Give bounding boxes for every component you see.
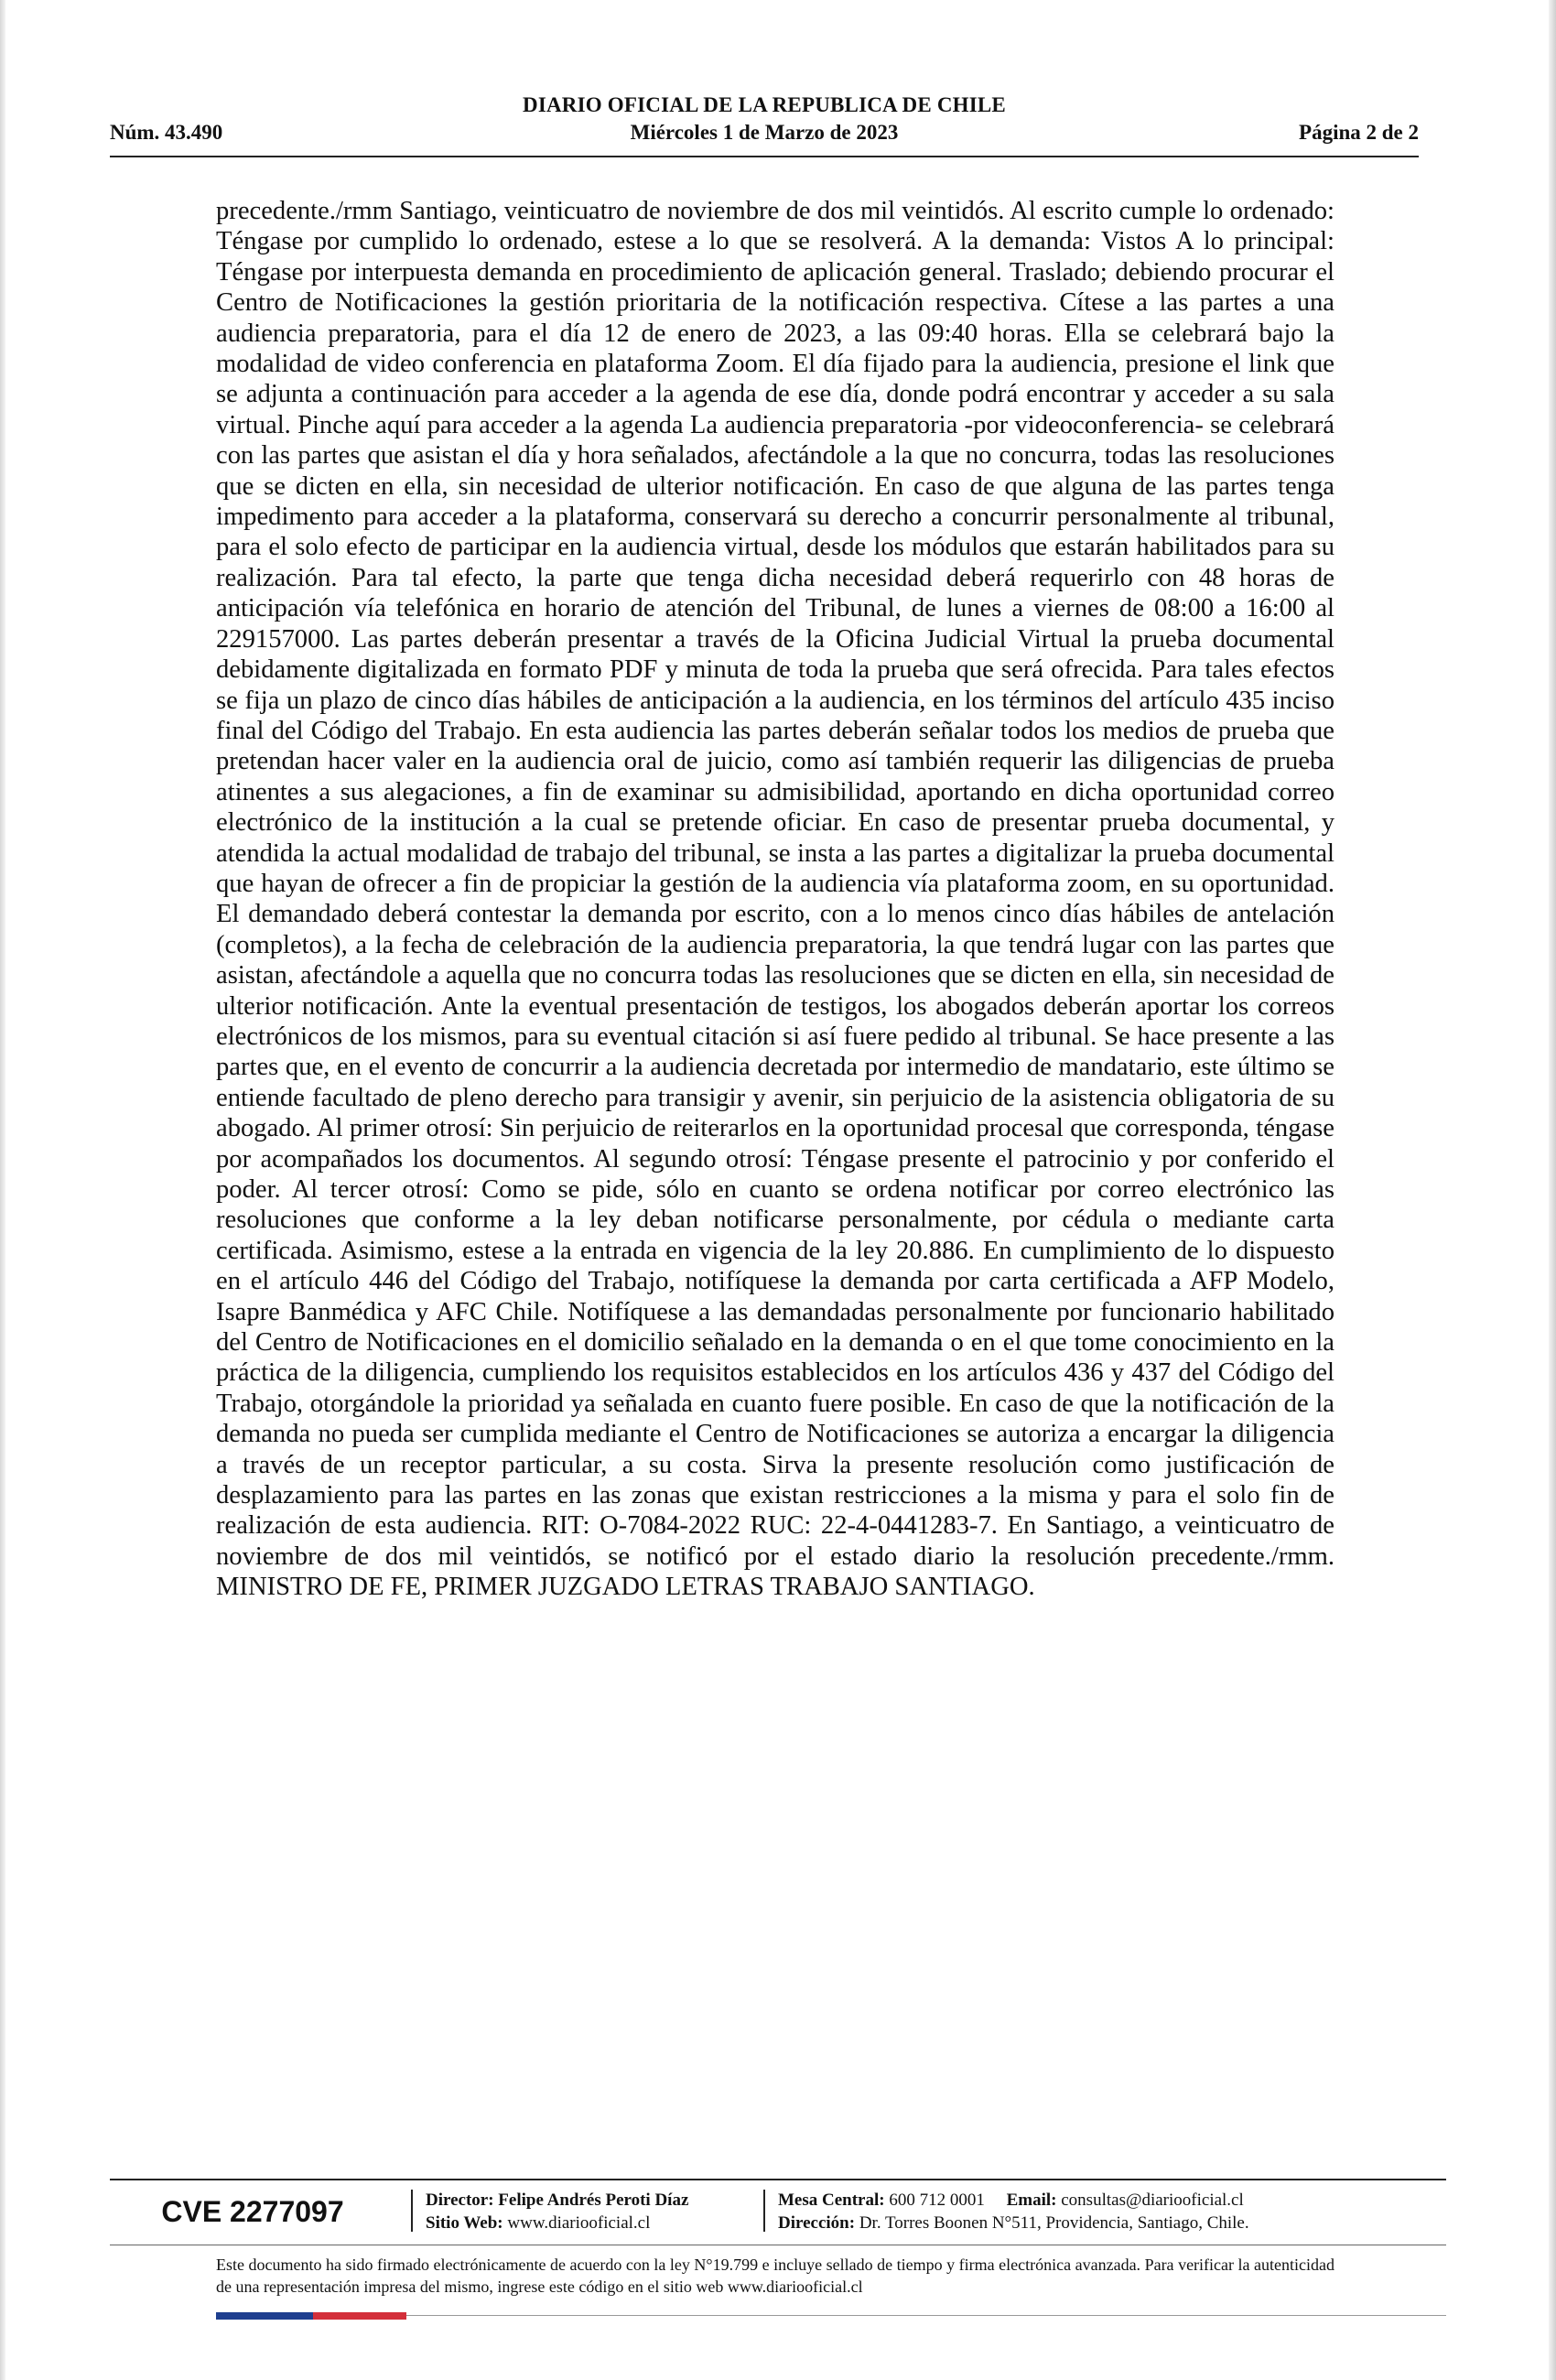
mesa-phone: 600 712 0001 xyxy=(889,2191,985,2210)
cve-code: CVE 2277097 xyxy=(161,2194,344,2228)
flag-stripe-blue xyxy=(216,2312,313,2320)
flag-stripe-red xyxy=(313,2312,406,2320)
footer-separator xyxy=(411,2190,413,2232)
footer-separator xyxy=(763,2190,765,2232)
contact-line xyxy=(778,2189,1249,2212)
address-value: Dr. Torres Boonen N°511, Providencia, Santiago, Chile. xyxy=(859,2213,1249,2233)
email-label: Email: xyxy=(1006,2191,1057,2210)
issue-date: Miércoles 1 de Marzo de 2023 xyxy=(630,121,899,144)
director-name: Felipe Andrés Peroti Díaz xyxy=(498,2191,689,2210)
director-label: Director: xyxy=(426,2191,494,2210)
header-divider xyxy=(110,156,1419,157)
address-label: Dirección: xyxy=(778,2213,856,2233)
footer-contact-block xyxy=(778,2189,1249,2234)
email-address[interactable]: consultas@diariooficial.cl xyxy=(1061,2191,1244,2210)
footer-director-block xyxy=(426,2189,688,2234)
newspaper-title: DIARIO OFICIAL DE LA REPUBLICA DE CHILE xyxy=(523,93,1006,116)
director-line xyxy=(426,2189,688,2212)
document-body: precedente./rmm Santiago, veinticuatro de noviembre de dos mil veintidós. Al escrito cumple lo ordenado: Téngase por cumplido lo ordenado, estese a lo que se resolverá. A la demanda: Vistos A lo principal: Téngase por interpuesta demanda en procedimiento de aplicación general. Traslado; debiendo procurar el Centro de Notificaciones la gestión prioritaria de la notificación respectiva. Cítese a las partes a una audiencia preparatoria, para el día 12 de enero de 2023, a las 09:40 horas. Ella se celebrará bajo la modalidad de video conferencia en plataforma Zoom. El día fijado para la audiencia, presione el link que se adjunta a continuación para acceder a la agenda de ese día, donde podrá encontrar y acceder a su sala virtual. Pinche aquí para acceder a la agenda La audiencia preparatoria -por videoconferencia- se celebrará con las partes que asistan el día y hora señalados, afectándole a la que no concurra, todas las resoluciones que se dicten en ella, sin necesidad de ulterior notificación. En caso de que alguna de las partes tenga impedimento para acceder a la plataforma, conservará su derecho a concurrir personalmente al tribunal, para el solo efecto de participar en la audiencia virtual, desde los módulos que estarán habilitados para su realización. Para tal efecto, la parte que tenga dicha necesidad deberá requerirlo con 48 horas de anticipación vía telefónica en horario de atención del Tribunal, de lunes a viernes de 08:00 a 16:00 al 229157000. Las partes deberán presentar a través de la Oficina Judicial Virtual la prueba documental debidamente digitalizada en formato PDF y minuta de toda la prueba que será ofrecida. Para tales efectos se fija un plazo de cinco días hábiles de anticipación a la audiencia, en los términos del artículo 435 inciso final del Código del Trabajo. En esta audiencia las partes deberán señalar todos los medios de prueba que pretendan hacer valer en la audiencia oral de juicio, como así también requerir las diligencias de prueba atinentes a sus alegaciones, a fin de examinar su admisibilidad, aportando en dicha oportunidad correo electrónico de la institución a la cual se pretende oficiar. En caso de presentar prueba documental, y atendida la actual modalidad de trabajo del tribunal, se insta a las partes a digitalizar la prueba documental que hayan de ofrecer a fin de propiciar la gestión de la audiencia vía plataforma zoom, en su oportunidad. El demandado deberá contestar la demanda por escrito, con a lo menos cinco días hábiles de antelación (completos), a la fecha de celebración de la audiencia preparatoria, la que tendrá lugar con las partes que asistan, afectándole a aquella que no concurra todas las resoluciones que se dicten en ella, sin necesidad de ulterior notificación. Ante la eventual presentación de testigos, los abogados deberán aportar los correos electrónicos de los mismos, para su eventual citación si así fuere pedido al tribunal. Se hace presente a las partes que, en el evento de concurrir a la audiencia decretada por intermedio de mandatario, este último se entiende facultado de pleno derecho para transigir y avenir, sin perjuicio de la asistencia obligatoria de su abogado. Al primer otrosí: Sin perjuicio de reiterarlos en la oportunidad procesal que corresponda, téngase por acompañados los documentos. Al segundo otrosí: Téngase presente el patrocinio y por conferido el poder. Al tercer otrosí: Como se pide, sólo en cuanto se ordena notificar por correo electrónico las resoluciones que conforme a la ley deban notificarse personalmente, por cédula o mediante carta certificada. Asimismo, estese a la entrada en vigencia de la ley 20.886. En cumplimiento de lo dispuesto en el artículo 446 del Código del Trabajo, notifíquese la demanda por carta certificada a AFP Modelo, Isapre Banmédica y AFC Chile. Notifíquese a las demandadas personalmente por funcionario habilitado del Centro de Notificaciones en el domicilio señalado en la demanda o en el que tome conocimiento en la práctica de la diligencia, cumpliendo los requisitos establecidos en los artículos 436 y 437 del Código del Trabajo, otorgándole la prioridad ya señalada en cuanto fuere posible. En caso de que la notificación de la demanda no pueda ser cumplida mediante el Centro de Notificaciones se autoriza a encargar la diligencia a través de un receptor particular, a su costa. Sirva la presente resolución como justificación de desplazamiento para las partes en las zonas que existan restricciones a la misma y para el solo fin de realización de esta audiencia. RIT: O-7084-2022 RUC: 22-4-0441283-7. En Santiago, a veinticuatro de noviembre de dos mil veintidós, se notificó por el estado diario la resolución precedente./rmm. MINISTRO DE FE, PRIMER JUZGADO LETRAS TRABAJO SANTIAGO. xyxy=(216,197,1334,1602)
page-edge-left xyxy=(0,0,5,2380)
footer-divider-top xyxy=(110,2179,1446,2180)
website-line xyxy=(426,2212,688,2234)
website-label: Sitio Web: xyxy=(426,2213,503,2233)
page-header xyxy=(110,93,1419,150)
page-edge-right xyxy=(1549,0,1556,2380)
footer-divider-bottom xyxy=(406,2315,1446,2316)
website-link[interactable]: www.diariooficial.cl xyxy=(507,2213,651,2233)
address-line xyxy=(778,2212,1249,2234)
legal-notice: Este documento ha sido firmado electrónicamente de acuerdo con la ley N°19.799 e incluye sellado de tiempo y firma electrónica avanzada. Para verificar la autenticidad de una representación impresa del mismo, ingrese este código en el sitio web www.diariooficial.cl xyxy=(216,2256,1334,2296)
issue-number: Núm. 43.490 xyxy=(110,121,223,144)
mesa-label: Mesa Central: xyxy=(778,2191,885,2210)
page-indicator: Página 2 de 2 xyxy=(1299,121,1419,144)
